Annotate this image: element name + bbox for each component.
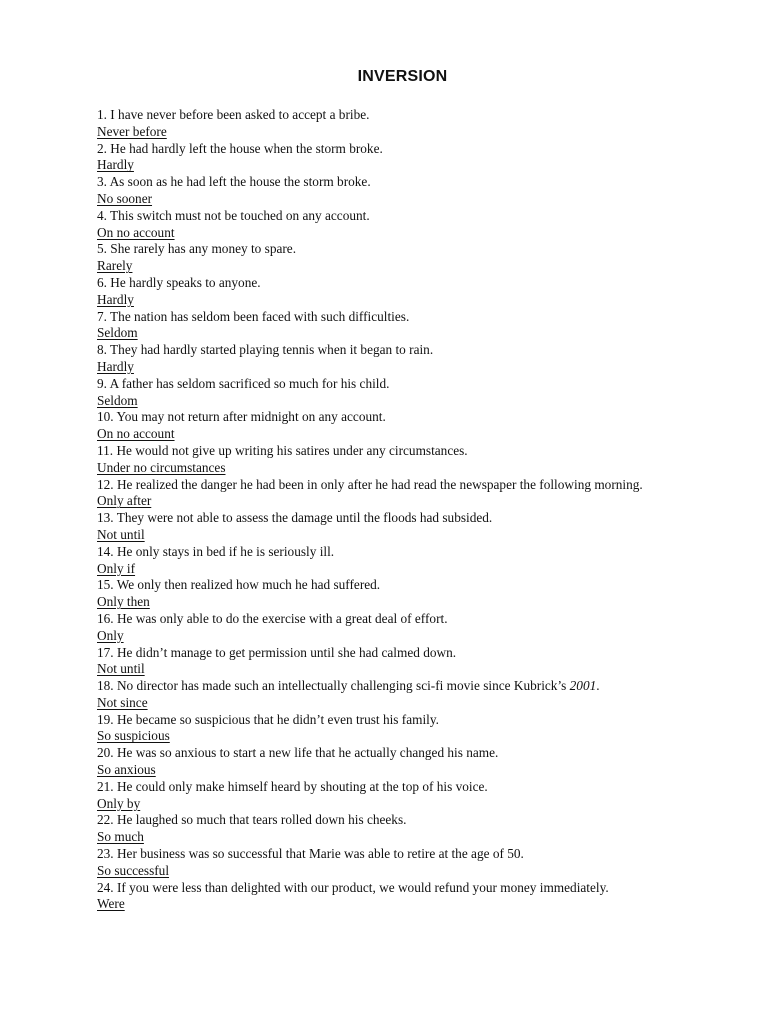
exercise-item-15 (97, 577, 697, 611)
exercise-sentence (97, 678, 697, 695)
exercise-sentence: 23. Her business was so successful that Marie was able to retire at the age of 50. (97, 846, 524, 862)
exercise-sentence: 14. He only stays in bed if he is seriously ill. (97, 543, 335, 559)
exercise-sentence: 7. The nation has seldom been faced with such difficulties. (97, 308, 410, 324)
exercise-prompt: Not since (97, 694, 148, 710)
exercise-sentence: 2. He had hardly left the house when the storm broke. (97, 140, 383, 156)
exercise-prompt: Seldom (97, 325, 138, 341)
exercise-item-21 (97, 779, 697, 813)
exercise-item-11 (97, 443, 697, 477)
exercise-sentence: 20. He was so anxious to start a new life that he actually changed his name. (97, 745, 499, 761)
exercise-item-2 (97, 141, 697, 175)
exercise-prompt: Seldom (97, 392, 138, 408)
exercise-item-12 (97, 477, 697, 511)
exercise-item-24 (97, 880, 697, 914)
exercise-prompt: Hardly (97, 291, 134, 307)
exercise-item-4 (97, 208, 697, 242)
exercise-sentence-end: . (596, 678, 600, 694)
exercise-prompt: So successful (97, 862, 170, 878)
exercise-sentence: 8. They had hardly started playing tennis when it began to rain. (97, 342, 434, 358)
exercise-sentence: 15. We only then realized how much he had suffered. (97, 577, 381, 593)
exercise-sentence: 24. If you were less than delighted with our product, we would refund your money immediately. (97, 879, 609, 895)
exercise-sentence: 3. As soon as he had left the house the storm broke. (97, 174, 371, 190)
exercise-sentence: 10. You may not return after midnight on any account. (97, 409, 386, 425)
exercise-prompt: So suspicious (97, 728, 170, 744)
exercise-sentence: 6. He hardly speaks to anyone. (97, 274, 261, 290)
exercise-prompt: Only if (97, 560, 136, 576)
exercise-sentence: 21. He could only make himself heard by shouting at the top of his voice. (97, 778, 488, 794)
exercise-sentence: 19. He became so suspicious that he didn’t even trust his family. (97, 711, 439, 727)
exercise-prompt: So much (97, 829, 144, 845)
exercise-prompt: Only then (97, 594, 150, 610)
exercise-item-6 (97, 275, 697, 309)
page-title: INVERSION (357, 68, 448, 85)
exercise-item-14 (97, 544, 697, 578)
exercise-sentence: 16. He was only able to do the exercise with a great deal of effort. (97, 610, 448, 626)
exercise-prompt: Only by (97, 795, 141, 811)
exercise-prompt: Not until (97, 661, 145, 677)
exercise-item-10 (97, 409, 697, 443)
exercise-item-16 (97, 611, 697, 645)
exercise-sentence: 12. He realized the danger he had been in only after he had read the newspaper the following morning. (97, 476, 643, 492)
exercise-list (97, 107, 697, 913)
exercise-item-9 (97, 376, 697, 410)
exercise-item-5 (97, 241, 697, 275)
exercise-item-13 (97, 510, 697, 544)
exercise-sentence: 11. He would not give up writing his satires under any circumstances. (97, 442, 468, 458)
exercise-sentence-italic: 2001 (569, 678, 597, 694)
exercise-item-18 (97, 678, 697, 712)
exercise-item-19 (97, 712, 697, 746)
exercise-prompt: On no account (97, 224, 175, 240)
exercise-sentence: 1. I have never before been asked to accept a bribe. (97, 107, 370, 122)
exercise-prompt: Never before (97, 123, 167, 139)
exercise-prompt: Hardly (97, 157, 134, 173)
exercise-sentence: 5. She rarely has any money to spare. (97, 241, 297, 257)
exercise-item-22 (97, 812, 697, 846)
exercise-prompt: Not until (97, 526, 145, 542)
exercise-prompt: Only after (97, 493, 152, 509)
exercise-sentence: 4. This switch must not be touched on any account. (97, 207, 370, 223)
exercise-item-1 (97, 107, 697, 141)
exercise-sentence-main: 18. No director has made such an intellectually challenging sci-fi movie since Kubrick’s (97, 678, 570, 694)
exercise-sentence: 22. He laughed so much that tears rolled down his cheeks. (97, 812, 407, 828)
exercise-item-17 (97, 645, 697, 679)
exercise-prompt: Only (97, 627, 124, 643)
exercise-prompt: Hardly (97, 358, 134, 374)
exercise-sentence: 17. He didn’t manage to get permission until she had calmed down. (97, 644, 457, 660)
exercise-sentence: 13. They were not able to assess the damage until the floods had subsided. (97, 510, 493, 526)
exercise-prompt: Under no circumstances (97, 459, 226, 475)
exercise-item-3 (97, 174, 697, 208)
exercise-item-20 (97, 745, 697, 779)
exercise-prompt: Rarely (97, 258, 133, 274)
exercise-item-7 (97, 309, 697, 343)
exercise-prompt: Were (97, 896, 125, 912)
exercise-item-8 (97, 342, 697, 376)
exercise-prompt: On no account (97, 426, 175, 442)
exercise-sentence: 9. A father has seldom sacrificed so much for his child. (97, 375, 390, 391)
exercise-prompt: No sooner (97, 190, 153, 206)
exercise-item-23 (97, 846, 697, 880)
exercise-prompt: So anxious (97, 762, 156, 778)
